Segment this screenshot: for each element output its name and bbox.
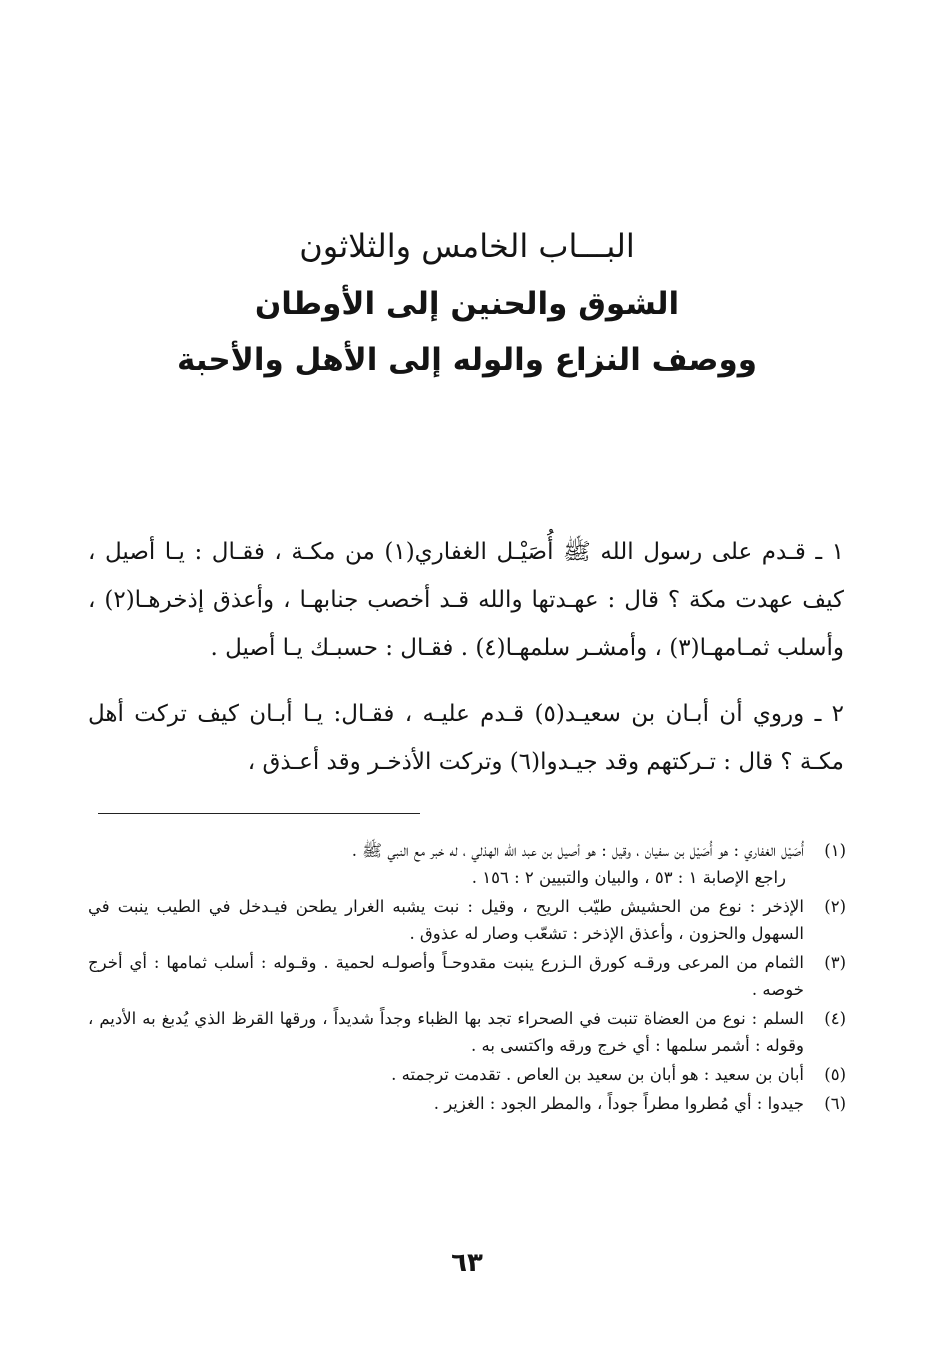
chapter-header: [0, 226, 934, 388]
paragraph-1: ١ ـ قـدم على رسول الله ﷺ أُصَيْـل الغفاري(١) من مكـة ، فقـال : يـا أصيل ، كيف عهدت مكة ؟ قال : عهـدتها والله قـد أخصب جنابهـا ، وأعذق إذخرهـا(٢) ، وأسلب ثمـامهـا(٣) ، وأمشـر سلمهـا(٤) . فقـال : حسبـك يـا أصيل .: [88, 539, 844, 661]
footnote-text: الإذخر : نوع من الحشيش طيّب الريح ، وقيل : نبت يشبه الغرار يطحن فيـدخل في الطيب ينبت في السهول والحزون ، وأعذق الإذخر : تشعّب وصار له عذوق .: [88, 897, 804, 943]
footnote-text: الثمام من المرعى ورقـه كورق الـزرع ينبت مقدوحـاً وأصولـه لحمية . وقـوله : أسلب ثمامها : أي أخرج خوصه .: [88, 953, 804, 999]
chapter-title-line-2: ووصف النزاع والوله إلى الأهل والأحبة: [176, 342, 758, 378]
footnote-number: (١): [824, 841, 846, 860]
chapter-title-line-1: الشوق والحنين إلى الأوطان: [254, 286, 680, 322]
footnote-6: [88, 1090, 846, 1117]
footnote-text: أُصَيْل الغفاري : هو أُصَيْل بن سفيان ، وقيل : هو أصيل بن عبد الله الهذلي ، له خبر مع النبي ﷺ .: [351, 841, 804, 860]
footnote-text: راجع الإصابة ١ : ٥٣ ، والبيان والتبيين ٢ : ١٥٦ .: [471, 868, 786, 887]
footnote-1: [88, 837, 846, 891]
page-number: ٦٣: [451, 1248, 483, 1278]
footnote-text: السلم : نوع من العضاة تنبت في الصحراء تجد بها الظباء وجداً شديداً ، ورقها القرظ الذي يُدبغ به الأديم ، وقوله : أشمر سلمها : أي خرج ورقه واكتسى به .: [88, 1009, 804, 1055]
paragraph-2: ٢ ـ وروي أن أبـان بن سعيـد(٥) قـدم عليـه ، فقـال: يـا أبـان كيف تركت أهل مكـة ؟ قال : تـركتهم وقد جيـدوا(٦) وتركت الأذخـر وقد أعـذق ،: [88, 701, 845, 775]
footnotes-list: [88, 837, 846, 1119]
footnote-number: (٣): [824, 953, 846, 972]
footnote-divider: [98, 813, 420, 814]
footnote-4: [88, 1005, 846, 1059]
footnote-number: (٦): [824, 1094, 846, 1113]
footnote-2: [88, 893, 846, 947]
footnote-number: (٥): [824, 1065, 846, 1084]
footnote-5: [88, 1061, 846, 1088]
footnote-number: (٢): [824, 897, 846, 916]
chapter-heading: البـــاب الخامس والثلاثون: [299, 227, 635, 265]
footnote-3: [88, 949, 846, 1003]
footnote-text: أبان بن سعيد : هو أبان بن سعيد بن العاص . تقدمت ترجمته .: [391, 1065, 804, 1084]
body-text: [88, 528, 844, 804]
footnote-text: جيدوا : أي مُطروا مطراً جوداً ، والمطر الجود : الغزير .: [433, 1094, 804, 1113]
footnote-number: (٤): [824, 1009, 846, 1028]
